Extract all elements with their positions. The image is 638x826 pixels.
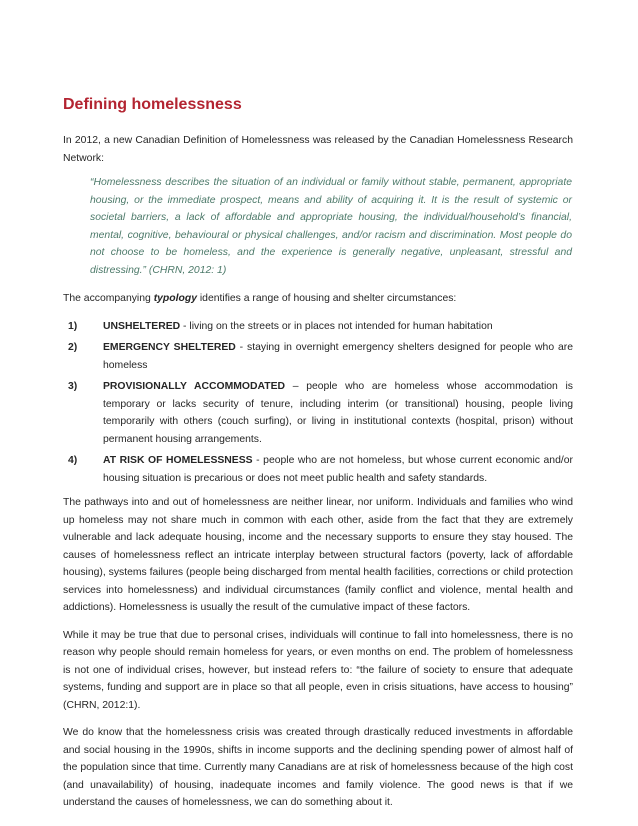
body-paragraph-causes: We do know that the homelessness crisis was created through drastically reduced investments in affordable and social housing in the 1990s, shifts in income supports and the declining spending power of almost half of the population since that time. Currently many Canadians are at risk of homelessness because of the high cost (and unavailability) of housing, inadequate incomes and family violence. The good news is that if we understand the causes of homelessness, we can do something about it. [63, 727, 573, 808]
typology-after: identifies a range of housing and shelter circumstances: [196, 293, 457, 304]
typology-intro [63, 290, 573, 308]
list-item-term: UNSHELTERED [103, 320, 181, 332]
list-item-number: 3) [68, 381, 78, 392]
list-item-term: PROVISIONALLY ACCOMMODATED [103, 381, 286, 392]
list-item-description: - people who are not homeless, but whose current economic and/or housing situation is precarious or does not meet public health and safety standards. [103, 455, 573, 484]
list-item-number: 4) [68, 455, 78, 466]
list-item [63, 378, 573, 448]
list-item [63, 452, 573, 487]
list-item-description: - staying in overnight emergency shelters designed for people who are homeless [103, 342, 573, 371]
document-page [63, 95, 573, 822]
list-item [63, 339, 573, 374]
list-item-description: – people who are homeless whose accommodation is temporary or lacks security of tenure, including interim (or transitional) housing, people living temporarily with others (couch surfing), or living in institutional contexts (hospital, prison) without permanent housing arrangements. [103, 381, 574, 445]
list-item-term: EMERGENCY SHELTERED [103, 342, 236, 353]
definition-quote: “Homelessness describes the situation of an individual or family without stable, permanent, appropriate housing, or the immediate prospect, means and ability of acquiring it. It is the result of systemic or societal barriers, a lack of affordable and appropriate housing, the individual/household’s financial, mental, cognitive, behavioural or physical challenges, and/or racism and discrimination. Most people do not choose to be homeless, and the experience is generally negative, unpleasant, stressful and distressing.” (CHRN, 2012: 1) [90, 177, 572, 276]
page-title: Defining homelessness [63, 96, 242, 113]
body-paragraph-crises: While it may be true that due to personal crises, individuals will continue to fall into homelessness, there is no reason why people should remain homeless for years, or even months on end. The problem of homelessness is not one of individual crises, however, but instead refers to: “the failure of society to ensure that adequate systems, funding and support are in place so that all people, even in crisis situations, have access to housing” (CHRN, 2012:1). [63, 629, 573, 711]
intro-paragraph: In 2012, a new Canadian Definition of Homelessness was released by the Canadian Homelessness Research Network: [63, 135, 573, 164]
body-paragraph-pathways: The pathways into and out of homelessness are neither linear, nor uniform. Individuals and families who wind up homeless may not share much in common with each other, aside from the fact that they are extremely vulnerable and lack adequate housing, income and the necessary supports to ensure they stay housed. The causes of homelessness reflect an intricate interplay between structural factors (poverty, lack of affordable housing), systems failures (people being discharged from mental health facilities, corrections or child protection services into homelessness) and individual circumstances (family conflict and violence, mental health and addictions). Homelessness is usually the result of the cumulative impact of these factors. [63, 497, 573, 613]
typology-before: The accompanying [63, 293, 154, 304]
list-item-number: 2) [68, 342, 78, 353]
list-item-description: - living on the streets or in places not intended for human habitation [180, 320, 493, 332]
typology-list [63, 318, 573, 488]
typology-term: typology [153, 293, 197, 304]
list-item-number: 1) [68, 320, 78, 332]
list-item [63, 318, 573, 336]
list-item-term: AT RISK OF HOMELESSNESS [103, 455, 253, 466]
